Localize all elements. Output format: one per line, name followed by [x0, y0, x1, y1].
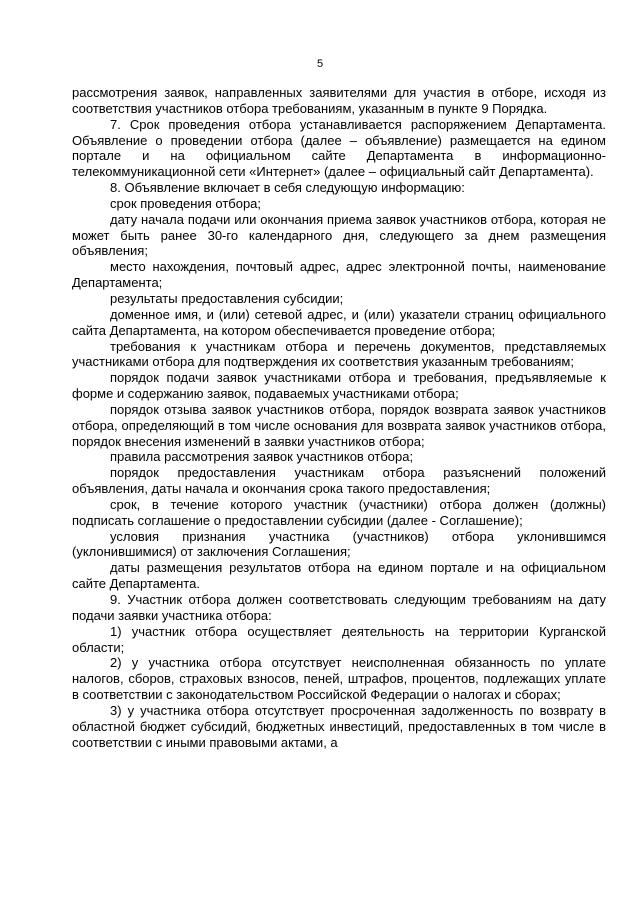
paragraph: 2) у участника отбора отсутствует неисполненная обязанность по уплате налогов, сборов, страховых взносов, пеней, штрафов, процентов, подлежащих уплате в соответствии с законодательством Российской Федерации о налогах и сборах; — [72, 655, 606, 703]
paragraph: даты размещения результатов отбора на едином портале и на официальном сайте Департамента. — [72, 560, 606, 592]
paragraph: доменное имя, и (или) сетевой адрес, и (или) указатели страниц официального сайта Департамента, на котором обеспечивается проведение отбора; — [72, 306, 606, 338]
paragraph: 3) у участника отбора отсутствует просроченная задолженность по возврату в областной бюджет субсидий, бюджетных инвестиций, предоставленных в том числе в соответствии с иными правовыми актами, а — [72, 702, 606, 750]
paragraph: требования к участникам отбора и перечень документов, представляемых участниками отбора для подтверждения их соответствия указанным требованиям; — [72, 338, 606, 370]
paragraph: условия признания участника (участников) отбора уклонившимся (уклонившимися) от заключения Соглашения; — [72, 528, 606, 560]
paragraph: результаты предоставления субсидии; — [110, 290, 344, 306]
page-number: 5 — [316, 58, 324, 70]
paragraph: 1) участник отбора осуществляет деятельность на территории Курганской области; — [72, 623, 606, 655]
paragraph: срок, в течение которого участник (участники) отбора должен (должны) подписать соглашение о предоставлении субсидии (далее - Соглашение); — [72, 496, 606, 528]
paragraph: правила рассмотрения заявок участников отбора; — [110, 449, 414, 465]
paragraph: 9. Участник отбора должен соответствовать следующим требованиям на дату подачи заявки участника отбора: — [72, 592, 606, 623]
paragraph: порядок отзыва заявок участников отбора, порядок возврата заявок участников отбора, определяющий в том числе основания для возврата заявок участников отбора, порядок внесения изменений в заявки участников отбора; — [72, 401, 606, 449]
paragraph: срок проведения отбора; — [110, 195, 262, 211]
document-body — [72, 85, 606, 750]
paragraph: порядок предоставления участникам отбора разъяснений положений объявления, даты начала и окончания срока такого предоставления; — [72, 465, 606, 497]
paragraph: 7. Срок проведения отбора устанавливается распоряжением Департамента. Объявление о проведении отбора (далее – объявление) размещается на едином портале и на официальном сайте Департамента в информационно-телекоммуникационной сети «Интернет» (далее – официальный сайт Департамента). — [72, 116, 606, 180]
paragraph: рассмотрения заявок, направленных заявителями для участия в отборе, исходя из соответствия участников отбора требованиям, указанным в пункте 9 Порядка. — [72, 85, 606, 116]
paragraph: дату начала подачи или окончания приема заявок участников отбора, которая не может быть ранее 30-го календарного дня, следующего за днем размещения объявления; — [72, 211, 606, 259]
paragraph: 8. Объявление включает в себя следующую информацию: — [110, 180, 465, 196]
paragraph: место нахождения, почтовый адрес, адрес электронной почты, наименование Департамента; — [72, 259, 606, 291]
paragraph: порядок подачи заявок участниками отбора и требования, предъявляемые к форме и содержанию заявок, подаваемых участниками отбора; — [72, 370, 606, 402]
